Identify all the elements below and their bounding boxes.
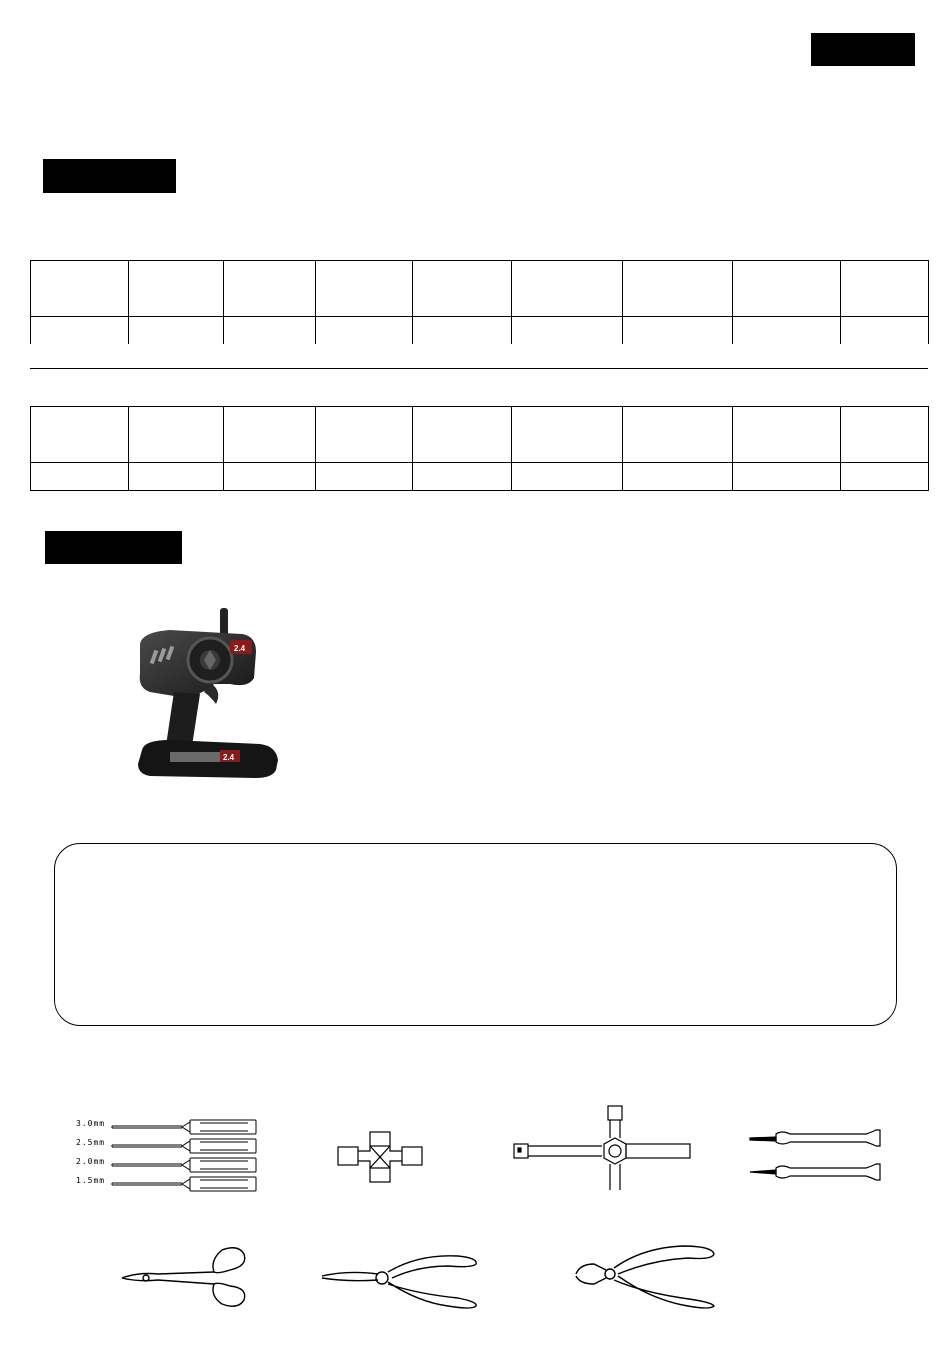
- table-cell: [623, 261, 733, 317]
- table-cell: [316, 407, 413, 463]
- table-cell: [316, 261, 413, 317]
- table-cell: [733, 317, 841, 345]
- transmitter-image: [130, 600, 290, 785]
- table-cell: [129, 261, 224, 317]
- table-cell: [413, 261, 512, 317]
- table-row: [31, 463, 929, 491]
- table-cell: [224, 261, 316, 317]
- side-cutters-icon: [572, 1242, 720, 1310]
- table-cell: [316, 317, 413, 345]
- notice-box: [54, 843, 897, 1026]
- table-cell: [841, 317, 929, 345]
- table-cell: [623, 317, 733, 345]
- table-cell: [31, 317, 129, 345]
- transmitter-badge: 2.4: [234, 644, 246, 653]
- table-cell: [224, 407, 316, 463]
- table-row: [31, 407, 929, 463]
- table-cell: [224, 463, 316, 491]
- table-cell: [841, 463, 929, 491]
- table-cell: [512, 463, 623, 491]
- table-cell: [512, 407, 623, 463]
- hex-size-label: 3.0mm: [76, 1119, 106, 1128]
- table-divider-line: [30, 368, 928, 369]
- hex-size-label: 1.5mm: [76, 1176, 106, 1185]
- spec-table-2: [30, 406, 929, 491]
- section-heading-bar-2: [45, 531, 182, 564]
- transmitter-brand-strip: 2.4: [223, 753, 235, 762]
- table-cell: [224, 317, 316, 345]
- table-cell: [512, 261, 623, 317]
- table-cell: [129, 463, 224, 491]
- table-cell: [623, 407, 733, 463]
- cross-wrench-icon: [334, 1130, 426, 1184]
- section-heading-bar-1: [43, 159, 176, 193]
- table-cell: [623, 463, 733, 491]
- table-cell: [31, 407, 129, 463]
- table-cell: [316, 463, 413, 491]
- hex-drivers-icon: [108, 1114, 264, 1194]
- table-cell: [31, 463, 129, 491]
- table-row: [31, 261, 929, 317]
- table-cell: [31, 261, 129, 317]
- hex-size-label: 2.5mm: [76, 1138, 106, 1147]
- table-cell: [733, 407, 841, 463]
- table-cell: [733, 261, 841, 317]
- hex-size-label: 2.0mm: [76, 1157, 106, 1166]
- table-cell: [733, 463, 841, 491]
- screwdrivers-icon: [746, 1126, 884, 1188]
- four-way-wrench-icon: [510, 1104, 694, 1192]
- table-cell: [841, 261, 929, 317]
- spec-table-1: [30, 260, 929, 344]
- header-tag-bar: [811, 33, 915, 66]
- table-cell: [129, 317, 224, 345]
- table-cell: [841, 407, 929, 463]
- table-cell: [129, 407, 224, 463]
- scissors-icon: [118, 1242, 250, 1312]
- table-cell: [413, 407, 512, 463]
- table-cell: [512, 317, 623, 345]
- needle-nose-pliers-icon: [318, 1250, 482, 1310]
- table-cell: [413, 463, 512, 491]
- table-cell: [413, 317, 512, 345]
- table-row: [31, 317, 929, 345]
